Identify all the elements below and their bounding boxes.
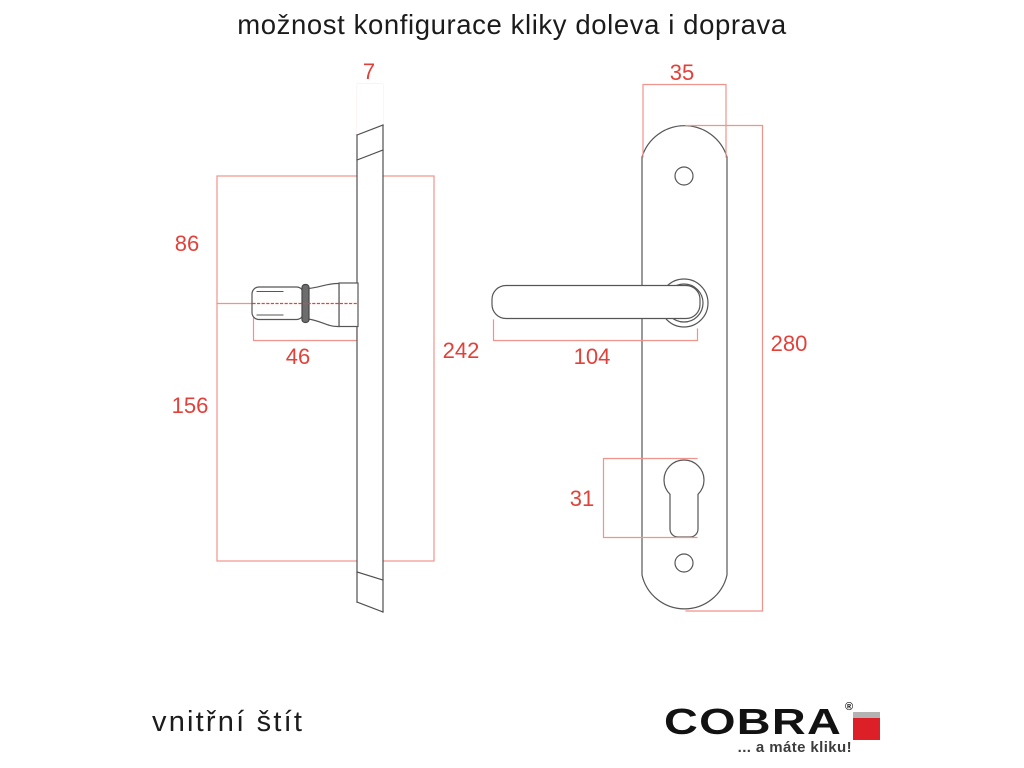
dim-label-86: 86 bbox=[174, 231, 200, 256]
dim-label-35: 35 bbox=[669, 60, 695, 85]
dim-label-156: 156 bbox=[171, 393, 209, 418]
front-view-plate bbox=[642, 126, 727, 609]
front-view-handle bbox=[492, 279, 708, 327]
cylinder-hole bbox=[664, 460, 704, 537]
cobra-logo-wordmark: COBRA bbox=[664, 701, 843, 742]
dim-label-46: 46 bbox=[285, 344, 311, 369]
dim-label-31: 31 bbox=[569, 486, 595, 511]
registered-trademark-icon: ® bbox=[845, 701, 854, 713]
side-view-plate-profile bbox=[357, 84, 383, 612]
dim-label-280: 280 bbox=[770, 331, 808, 356]
top-screw-hole bbox=[675, 167, 693, 185]
plate-profile-fill bbox=[357, 84, 383, 612]
dim-label-104: 104 bbox=[573, 344, 611, 369]
dim-label-7: 7 bbox=[362, 59, 376, 84]
handle-neck bbox=[339, 283, 358, 327]
cobra-logo-tagline: ... a máte kliku! bbox=[737, 739, 852, 756]
dim-extent-rect-242 bbox=[217, 176, 434, 561]
bottom-screw-hole bbox=[675, 554, 693, 572]
side-view-handle bbox=[252, 283, 358, 327]
dim-label-242: 242 bbox=[442, 338, 480, 363]
view-caption: vnitřní štít bbox=[152, 706, 305, 738]
handle-lever bbox=[492, 286, 700, 319]
handle-flare bbox=[308, 283, 339, 326]
page-title: možnost konfigurace kliky doleva i doprava bbox=[237, 9, 787, 40]
